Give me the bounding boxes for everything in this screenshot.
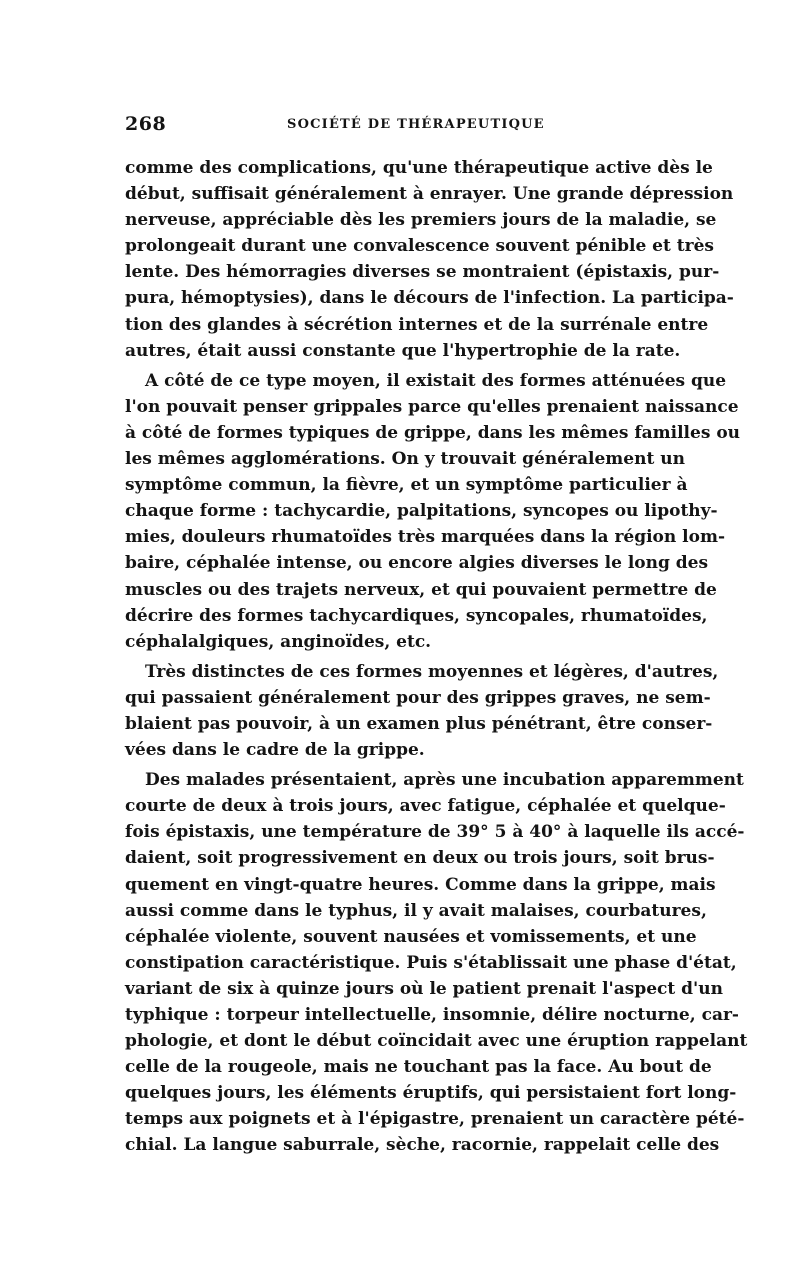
text-line: mies, douleurs rhumatoïdes très marquées dans la région lom-	[125, 527, 726, 548]
text-line: aussi comme dans le typhus, il y avait malaises, courbatures,	[125, 900, 707, 921]
text-line: céphalée violente, souvent nausées et vomissements, et une	[125, 926, 697, 947]
text-line: comme des complications, qu'une thérapeutique active dès le	[125, 158, 713, 178]
paragraph	[125, 767, 748, 1158]
text-line: muscles ou des trajets nerveux, et qui pouvaient permettre de	[125, 579, 717, 600]
text-line: chaque forme : tachycardie, palpitations, syncopes ou lipothy-	[125, 501, 718, 522]
text-line: courte de deux à trois jours, avec fatigue, céphalée et quelque-	[125, 796, 726, 817]
text-line: nerveuse, appréciable dès les premiers jours de la maladie, se	[125, 210, 717, 231]
paragraph	[125, 368, 741, 655]
text-line: Des malades présentaient, après une incubation apparemment	[145, 770, 744, 791]
text-line: variant de six à quinze jours où le patient prenait l'aspect d'un	[125, 978, 723, 999]
text-line: vées dans le cadre de la grippe.	[125, 740, 425, 761]
text-line: céphalalgiques, anginoïdes, etc.	[125, 631, 432, 652]
text-line: typhique : torpeur intellectuelle, insomnie, délire nocturne, car-	[125, 1005, 739, 1025]
text-line: tion des glandes à sécrétion internes et de la surrénale entre	[125, 314, 709, 335]
text-line: blaient pas pouvoir, à un examen plus pénétrant, être conser-	[125, 713, 713, 734]
text-line: décrire des formes tachycardiques, syncopales, rhumatoïdes,	[125, 605, 708, 626]
text-line: chial. La langue saburrale, sèche, racornie, rappelait celle des	[125, 1135, 720, 1156]
text-line: celle de la rougeole, mais ne touchant pas la face. Au bout de	[125, 1057, 712, 1078]
page-header	[125, 113, 673, 143]
text-line: Très distinctes de ces formes moyennes et légères, d'autres,	[145, 661, 719, 682]
text-line: quement en vingt-quatre heures. Comme dans la grippe, mais	[125, 874, 716, 895]
running-title: SOCIÉTÉ DE THÉRAPEUTIQUE	[287, 117, 545, 132]
text-line: autres, était aussi constante que l'hypertrophie de la rate.	[125, 340, 681, 361]
paragraph	[125, 155, 734, 364]
text-line: prolongeait durant une convalescence souvent pénible et très	[125, 236, 714, 257]
text-line: les mêmes agglomérations. On y trouvait généralement un	[125, 449, 685, 470]
text-line: symptôme commun, la fièvre, et un symptôme particulier à	[125, 475, 688, 496]
body-text	[125, 155, 748, 1159]
text-line: baire, céphalée intense, ou encore algies diverses le long des	[125, 553, 709, 574]
text-line: qui passaient généralement pour des grippes graves, ne sem-	[125, 687, 711, 708]
text-line: pura, hémoptysies), dans le décours de l'infection. La participa-	[125, 288, 734, 309]
text-line: l'on pouvait penser grippales parce qu'elles prenaient naissance	[125, 396, 739, 417]
text-line: daient, soit progressivement en deux ou trois jours, soit brus-	[125, 848, 715, 869]
text-line: quelques jours, les éléments éruptifs, qui persistaient fort long-	[125, 1083, 737, 1104]
text-line: phologie, et dont le début coïncidait avec une éruption rappelant	[125, 1031, 748, 1052]
text-line: A côté de ce type moyen, il existait des formes atténuées que	[145, 370, 727, 391]
text-line: fois épistaxis, une température de 39° 5 à 40° à laquelle ils accé-	[125, 822, 745, 843]
page-number: 268	[125, 113, 167, 135]
text-line: lente. Des hémorragies diverses se montraient (épistaxis, pur-	[125, 262, 720, 283]
text-line: à côté de formes typiques de grippe, dans les mêmes familles ou	[125, 422, 741, 443]
paragraph	[125, 659, 719, 763]
text-line: temps aux poignets et à l'épigastre, prenaient un caractère pété-	[125, 1109, 745, 1130]
text-line: constipation caractéristique. Puis s'établissait une phase d'état,	[125, 952, 737, 973]
text-line: début, suffisait généralement à enrayer. Une grande dépression	[125, 184, 734, 205]
